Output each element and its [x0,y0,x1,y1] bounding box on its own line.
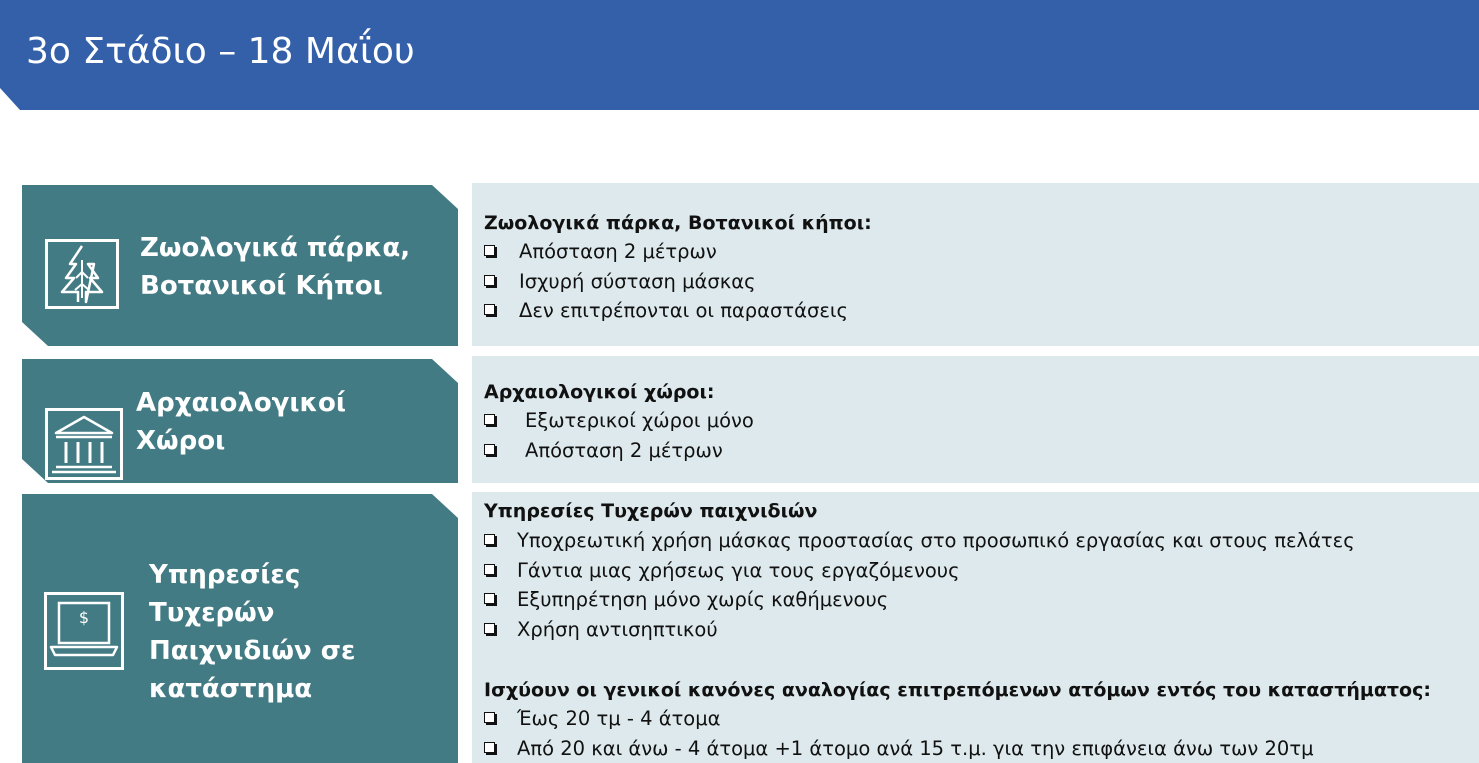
section-gambling-title [149,556,355,708]
checkbox-bullet-icon [484,623,495,634]
section-gambling-title-line: Παιχνιδιών σε [149,636,356,666]
checkbox-bullet-icon [484,564,495,575]
section-gambling-title-line: κατάστημα [149,674,313,704]
section-gambling-heading: Υπηρεσίες Τυχερών παιχνιδιών [484,500,818,522]
checkbox-bullet-icon [484,444,495,455]
svg-text:$: $ [78,608,90,627]
section-zoo-heading: Ζωολογικά πάρκα, Βοτανικοί κήποι: [484,212,872,234]
page-title: 3ο Στάδιο – 18 Μαΐου [26,31,415,72]
section-gambling-capacity-heading: Ισχύουν οι γενικοί κανόνες αναλογίας επιτρεπόμενων ατόμων εντός του καταστήματος: [484,679,1431,701]
section-zoo-title-line: Βοτανικοί Κήποι [140,271,383,301]
checkbox-bullet-icon [484,304,495,315]
list-item: Δεν επιτρέπονται οι παραστάσεις [484,296,848,326]
list-item: Γάντια μιας χρήσεως για τους εργαζόμενους [484,556,1355,586]
checkbox-bullet-icon [484,742,495,753]
list-item: Εξωτερικοί χώροι μόνο [484,406,754,436]
list-item: Χρήση αντισηπτικού [484,615,1355,645]
section-archaeological-title-line: Αρχαιολογικοί [136,388,346,418]
section-gambling-title-line: Τυχερών [149,598,275,628]
section-gambling-capacity-list [484,704,1313,763]
checkbox-bullet-icon [484,275,495,286]
list-item: Από 20 και άνω - 4 άτομα +1 άτομο ανά 15 τ.μ. για την επιφάνεια άνω των 20τμ [484,734,1313,763]
section-archaeological-title [136,384,346,460]
museum-icon [45,408,123,480]
tree-icon [45,239,119,309]
list-item: Απόσταση 2 μέτρων [484,436,754,466]
checkbox-bullet-icon [484,712,495,723]
list-item: Εξυπηρέτηση μόνο χωρίς καθήμενους [484,585,1355,615]
section-gambling-list [484,526,1355,644]
section-zoo-title-line: Ζωολογικά πάρκα, [140,233,411,263]
section-zoo-list [484,237,848,326]
section-archaeological-list [484,406,754,465]
checkbox-bullet-icon [484,414,495,425]
list-item: Υποχρεωτική χρήση μάσκας προστασίας στο προσωπικό εργασίας και στους πελάτες [484,526,1355,556]
section-archaeological-title-line: Χώροι [136,426,226,456]
list-item: Απόσταση 2 μέτρων [484,237,848,267]
list-item: Έως 20 τμ - 4 άτομα [484,704,1313,734]
section-archaeological-heading: Αρχαιολογικοί χώροι: [484,381,715,403]
laptop-dollar-icon [44,592,124,670]
section-zoo-title [140,229,410,305]
list-item: Ισχυρή σύσταση μάσκας [484,267,848,297]
checkbox-bullet-icon [484,534,495,545]
checkbox-bullet-icon [484,593,495,604]
checkbox-bullet-icon [484,245,495,256]
section-gambling-title-line: Υπηρεσίες [149,560,301,590]
